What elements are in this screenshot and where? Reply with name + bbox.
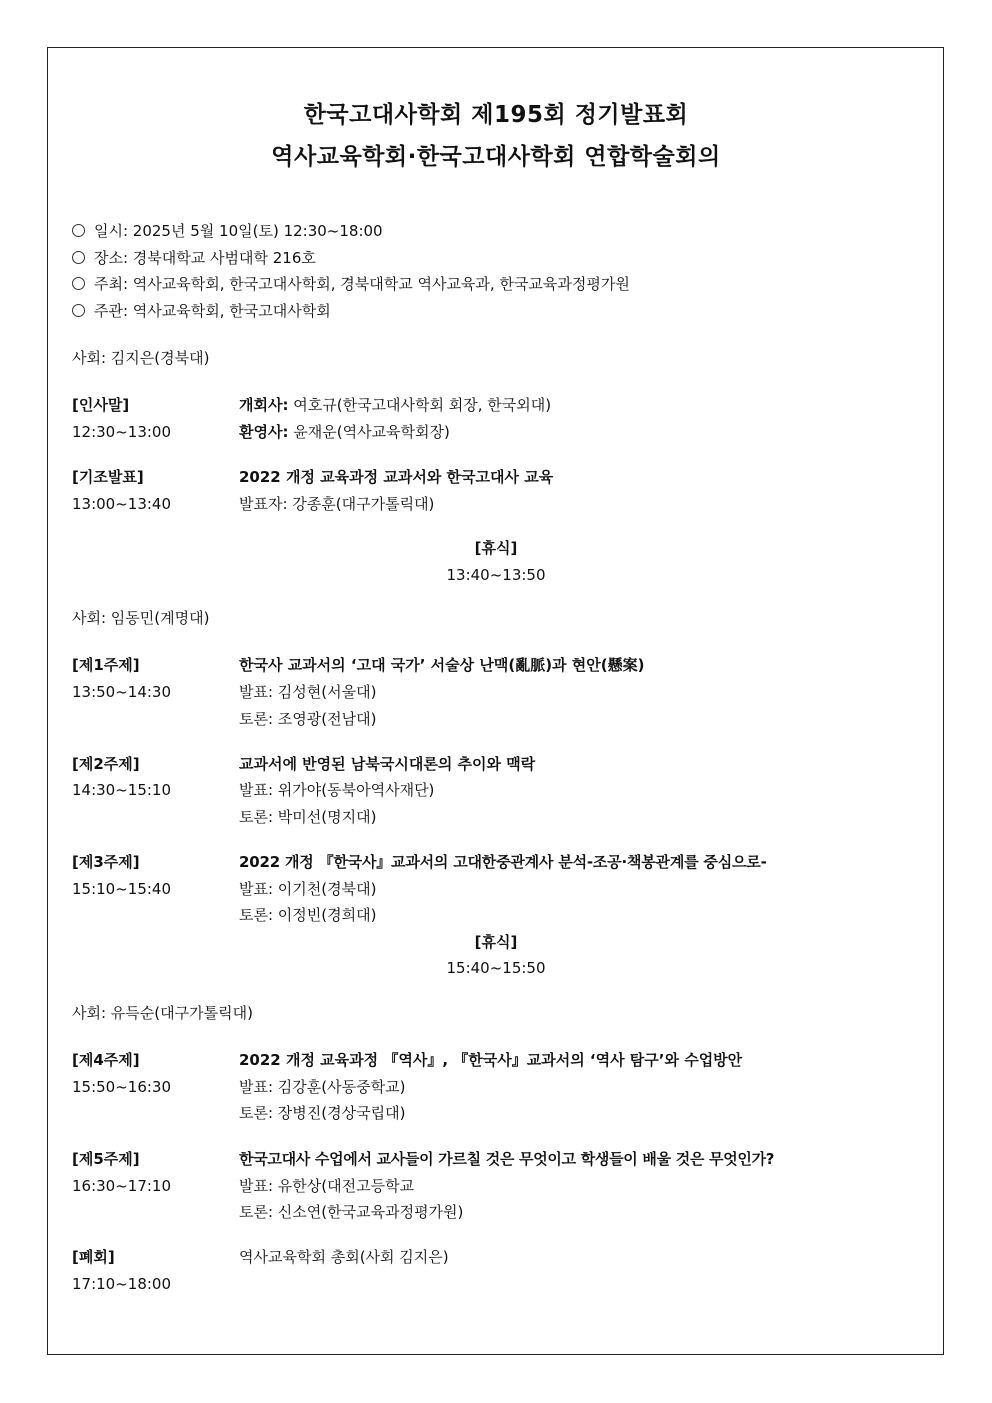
title-line-1: 한국고대사학회 제195회 정기발표회 — [303, 102, 689, 128]
break-1-label: [휴식] — [474, 539, 518, 557]
session-1-presenter: 발표: 김성현(서울대) — [239, 683, 377, 701]
session-1-discussant: 토론: 조영광(전남대) — [239, 710, 377, 728]
circle-bullet-icon — [72, 277, 85, 290]
session-3-presenter: 발표: 이기천(경북대) — [239, 880, 377, 898]
session-2-presenter: 발표: 위가야(동북아역사재단) — [239, 781, 435, 799]
session-3-label: [제3주제] — [72, 853, 140, 871]
session-4-discussant: 토론: 장병진(경상국립대) — [239, 1104, 406, 1122]
circle-bullet-icon — [72, 304, 85, 317]
closing-text: 역사교육학회 총회(사회 김지은) — [239, 1248, 449, 1266]
opening-speech: 개회사: 여호규(한국고대사학회 회장, 한국외대) — [239, 396, 552, 414]
session-3-title: 2022 개정 『한국사』교과서의 고대한중관계사 분석-조공·책봉관계를 중심으로- — [239, 853, 767, 871]
break-1-time: 13:40~13:50 — [446, 566, 546, 584]
session-2-title: 교과서에 반영된 남북국시대론의 추이와 맥락 — [239, 755, 536, 773]
session-1-time: 13:50~14:30 — [72, 683, 172, 701]
session-5-label: [제5주제] — [72, 1150, 140, 1168]
keynote-label: [기조발표] — [72, 468, 144, 486]
session-2-label: [제2주제] — [72, 755, 140, 773]
session-4-presenter: 발표: 김강훈(사동중학교) — [239, 1078, 406, 1096]
closing-label: [폐회] — [72, 1248, 115, 1266]
title-line-2: 역사교육학회·한국고대사학회 연합학술회의 — [271, 144, 721, 170]
moderator-1: 사회: 김지은(경북대) — [72, 349, 210, 367]
info-host: 주최: 역사교육학회, 한국고대사학회, 경북대학교 역사교육과, 한국교육과정평가원 — [72, 274, 630, 294]
keynote-title: 2022 개정 교육과정 교과서와 한국고대사 교육 — [239, 468, 554, 486]
circle-bullet-icon — [72, 224, 85, 237]
session-4-title: 2022 개정 교육과정 『역사』, 『한국사』교과서의 ‘역사 탐구’와 수업방안 — [239, 1051, 743, 1069]
greeting-label: [인사말] — [72, 396, 130, 414]
session-4-label: [제4주제] — [72, 1051, 140, 1069]
session-5-time: 16:30~17:10 — [72, 1177, 172, 1195]
closing-time: 17:10~18:00 — [72, 1275, 172, 1293]
session-5-discussant: 토론: 신소연(한국교육과정평가원) — [239, 1203, 464, 1221]
info-venue: 장소: 경북대학교 사범대학 216호 — [72, 248, 316, 268]
circle-bullet-icon — [72, 251, 85, 264]
session-2-time: 14:30~15:10 — [72, 781, 172, 799]
break-2-time: 15:40~15:50 — [446, 959, 546, 977]
keynote-time: 13:00~13:40 — [72, 495, 172, 513]
moderator-2: 사회: 임동민(계명대) — [72, 609, 210, 627]
welcome-speech: 환영사: 윤재운(역사교육학회장) — [239, 423, 450, 441]
info-organizer: 주관: 역사교육학회, 한국고대사학회 — [72, 301, 331, 321]
session-5-title: 한국고대사 수업에서 교사들이 가르칠 것은 무엇이고 학생들이 배울 것은 무엇인가? — [239, 1150, 775, 1168]
greeting-time: 12:30~13:00 — [72, 423, 172, 441]
break-2-label: [휴식] — [474, 933, 518, 951]
keynote-presenter: 발표자: 강종훈(대구가톨릭대) — [239, 495, 435, 513]
session-3-time: 15:10~15:40 — [72, 880, 172, 898]
session-1-title: 한국사 교과서의 ‘고대 국가’ 서술상 난맥(亂脈)과 현안(懸案) — [239, 656, 645, 674]
moderator-3: 사회: 유득순(대구가톨릭대) — [72, 1004, 253, 1022]
info-date: 일시: 2025년 5월 10일(토) 12:30~18:00 — [72, 221, 383, 241]
session-5-presenter: 발표: 유한상(대전고등학교 — [239, 1177, 415, 1195]
session-2-discussant: 토론: 박미선(명지대) — [239, 808, 377, 826]
session-3-discussant: 토론: 이정빈(경희대) — [239, 906, 377, 924]
session-1-label: [제1주제] — [72, 656, 140, 674]
session-4-time: 15:50~16:30 — [72, 1078, 172, 1096]
